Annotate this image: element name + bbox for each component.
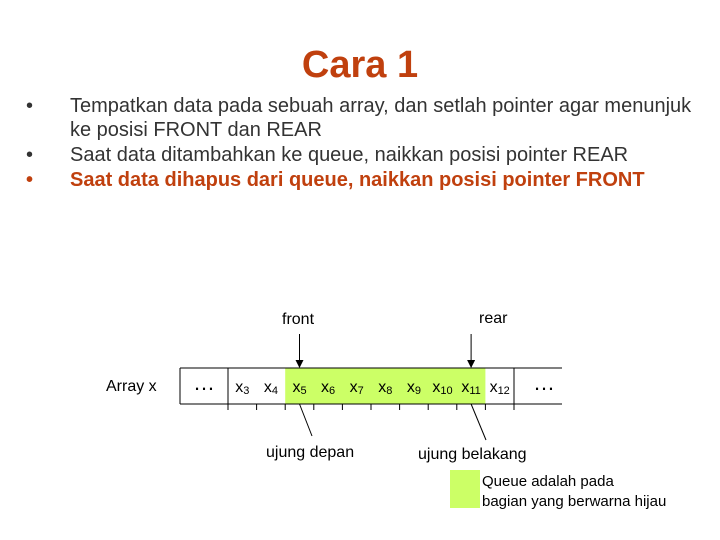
- array-cell-x4: x4: [263, 379, 278, 397]
- front-end-label: ujung depan: [266, 444, 355, 461]
- bullet-text: Saat data dihapus dari queue, naikkan posisi pointer FRONT: [70, 169, 645, 191]
- legend-swatch: [450, 470, 480, 508]
- rear-end-connector: [471, 404, 486, 440]
- array-cell-x6: x6: [321, 379, 336, 397]
- legend-line: bagian yang berwarna hijau: [482, 493, 667, 510]
- rear-pointer-label: rear: [479, 310, 508, 327]
- ellipsis-left: …: [193, 370, 215, 395]
- array-cell-x7: x7: [349, 379, 364, 397]
- array-cell-x9: x9: [406, 379, 421, 397]
- slide-title: Cara 1: [301, 44, 419, 86]
- bullet-text: Tempatkan data pada sebuah array, dan setlah pointer agar menunjuk ke posisi FRONT dan REAR: [70, 95, 692, 141]
- array-cell-x10: x10: [432, 379, 453, 397]
- ellipsis-right: …: [533, 370, 555, 395]
- bullet-marker: •: [26, 144, 34, 166]
- array-cell-x8: x8: [378, 379, 393, 397]
- rear-end-label: ujung belakang: [418, 446, 527, 463]
- array-label: Array x: [106, 378, 157, 395]
- array-cell-x11: x11: [461, 379, 481, 397]
- front-pointer-label: front: [282, 311, 315, 328]
- bullet-text: Saat data ditambahkan ke queue, naikkan posisi pointer REAR: [70, 144, 629, 166]
- bullet-marker: •: [26, 169, 34, 191]
- legend-line: Queue adalah pada: [482, 473, 614, 490]
- array-cell-x5: x5: [292, 379, 307, 397]
- front-end-connector: [300, 404, 313, 436]
- array-cell-x12: x12: [489, 379, 510, 397]
- array-cell-x3: x3: [235, 379, 250, 397]
- bullet-marker: •: [26, 95, 34, 117]
- legend-text: [482, 472, 666, 512]
